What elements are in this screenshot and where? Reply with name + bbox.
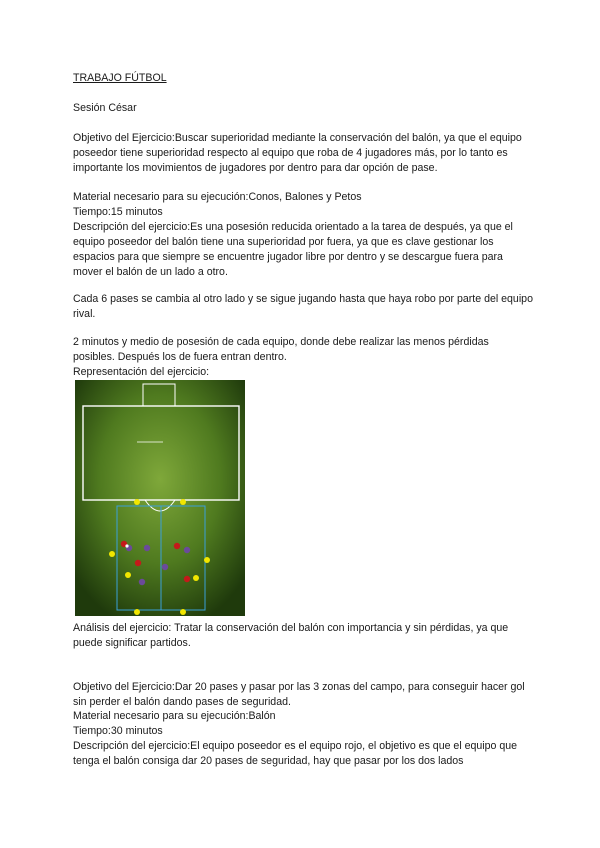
yellow-player (109, 551, 115, 557)
pitch-grass (75, 380, 245, 616)
exercise-diagram (75, 380, 245, 616)
purple-player (144, 545, 150, 551)
yellow-player (180, 499, 186, 505)
yellow-player (204, 557, 210, 563)
exercise1-objective: Objetivo del Ejercicio:Buscar superioridad mediante la conservación del balón, ya que el equipo poseedor tiene superioridad respecto al equipo que roba de 4 jugadores más, por lo tanto es importante los movimientos de jugadores por dentro para dar opción de pase. (73, 132, 522, 174)
exercise2-description: Descripción del ejercicio:El equipo poseedor es el equipo rojo, el objetivo es que el equipo que tenga el balón consiga dar 20 pases de seguridad, hay que pasar por los dos lados (73, 740, 518, 767)
purple-player (162, 564, 168, 570)
representation-label: Representación del ejercicio: (73, 366, 210, 378)
red-player (174, 543, 180, 549)
yellow-player (193, 575, 199, 581)
exercise1-rule-possession: 2 minutos y medio de posesión de cada equipo, donde debe realizar las menos pérdidas posibles. Después los de fuera entran dentro. (73, 336, 489, 363)
purple-player (184, 547, 190, 553)
exercise1-rule-passes: Cada 6 pases se cambia al otro lado y se sigue jugando hasta que haya robo por parte del equipo rival. (73, 293, 533, 320)
ball (125, 544, 128, 547)
red-player (135, 560, 141, 566)
exercise1-analysis: Análisis del ejercicio: Tratar la conservación del balón con importancia y sin pérdidas, ya que puede significar partidos. (73, 622, 509, 649)
document-title: TRABAJO FÚTBOL (73, 72, 167, 84)
yellow-player (134, 609, 140, 615)
red-player (184, 576, 190, 582)
exercise1-material: Material necesario para su ejecución:Conos, Balones y Petos (73, 191, 362, 203)
purple-player (139, 579, 145, 585)
exercise2-material: Material necesario para su ejecución:Balón (73, 710, 276, 722)
pitch-diagram (75, 380, 245, 616)
yellow-player (125, 572, 131, 578)
session-name: Sesión César (73, 102, 137, 114)
exercise2-objective: Objetivo del Ejercicio:Dar 20 pases y pasar por las 3 zonas del campo, para conseguir hacer gol sin perder el balón dando pases de seguridad. (73, 681, 525, 708)
exercise2-time: Tiempo:30 minutos (73, 725, 163, 737)
exercise1-time: Tiempo:15 minutos (73, 206, 163, 218)
exercise1-description: Descripción del ejercicio:Es una posesión reducida orientado a la tarea de después, ya que el equipo poseedor del balón tiene una superioridad por fuera, ya que es clave gestionar los espacios para que siempre se encuentre jugador libre por dentro y se descargue fuera para mover el balón de un lado a otro. (73, 221, 513, 278)
yellow-player (180, 609, 186, 615)
yellow-player (134, 499, 140, 505)
